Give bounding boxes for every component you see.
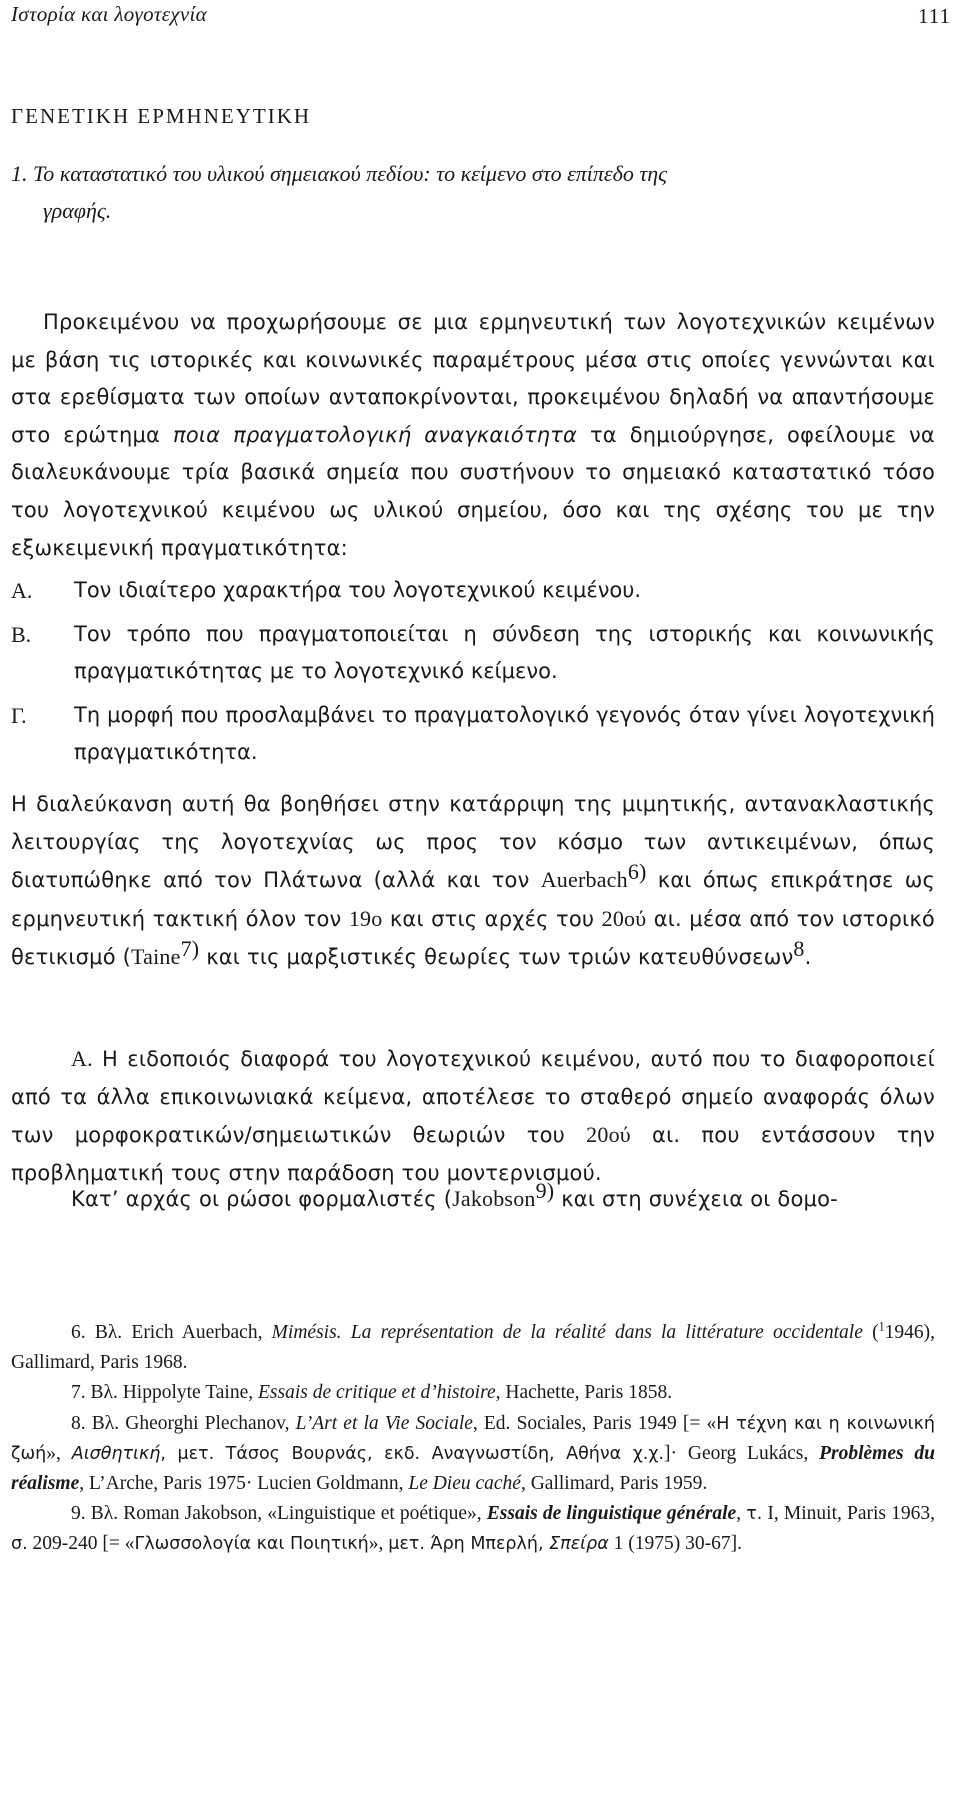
footnote-text: Βλ. Erich Auerbach,	[85, 1322, 272, 1343]
century-20: 20ού	[586, 1122, 631, 1148]
footnote-text: , L’Arche, Paris 1975· Lucien Goldmann,	[79, 1473, 409, 1495]
paragraph-3-marker: Α.	[71, 1046, 93, 1071]
footnote-text: I, Minuit, Paris 1963,	[762, 1503, 935, 1525]
paragraph-1-text-b: τα δημιούργησε, οφείλουμε να διαλευκάνουμε τρία βασικά σημεία που συστήνουν το σημειακό καταστατικό τόσο του λογοτεχνικού κειμένου ως υλικού σημείου, όσο και της σχέσης του με την εξωκειμενική πραγματικότητα:	[11, 422, 935, 560]
footnote-text: (	[862, 1322, 879, 1343]
list-item-marker: Α.	[11, 578, 33, 603]
footnote-title: Essais de linguistique générale	[486, 1503, 737, 1525]
paragraph-4-text-a: Κατ’ αρχάς οι ρώσοι φορμαλιστές (	[71, 1187, 453, 1211]
footnote-text: Βλ. Hippolyte Taine,	[85, 1382, 259, 1404]
footnotes	[11, 1318, 935, 1560]
paragraph-3-text-a: Η ειδοποιός διαφορά του λογοτεχνικού κειμένου, αυτό που το διαφοροποιεί από τα άλλα επικοινωνιακά κείμενα, αποτέλεσε το σταθερό σημείο αναφοράς όλων των μορφοκρατικών/σημειωτικών θεωριών του	[11, 1047, 935, 1148]
list-item	[11, 616, 935, 691]
paragraph-3-text-b: αι. που εντάσσουν την προβληματική τους στην παράδοση του μοντερνισμού.	[11, 1123, 935, 1185]
footnote-number: 8.	[71, 1412, 86, 1434]
running-head-title: Ιστορία και λογοτεχνία	[11, 2, 207, 26]
footnote-ref-6[interactable]: 6)	[627, 859, 647, 885]
paragraph-2-text-d: αι. μέσα από τον ιστορικό θετικισμό (	[11, 906, 935, 970]
list-item	[11, 572, 935, 610]
footnote-title: Essais de critique et d’histoire	[258, 1382, 496, 1404]
footnote	[11, 1318, 935, 1378]
footnote-greek-text: σ.	[11, 1534, 28, 1555]
footnote-ref-9[interactable]: 9)	[535, 1178, 555, 1203]
paragraph-1-text-a: Προκειμένου να προχωρήσουμε σε μια ερμηνευτική των λογοτεχνικών κειμένων με βάση τις ιστορικές και κοινωνικές παραμέτρους μέσα στις οποίες γεννώνται και στα ερεθίσματα των οποίων ανταποκρίνονται, προκειμένου δηλαδή να απαντήσουμε στο ερώτημα	[11, 310, 935, 447]
enumerated-list	[11, 572, 935, 778]
paragraph-2	[11, 786, 935, 977]
footnote-title: Problèmes du réalisme	[11, 1442, 935, 1495]
paragraph-4	[11, 1180, 935, 1219]
footnote-number: 7.	[71, 1382, 86, 1404]
footnote-greek-text: , μετ. Τάσος Βουρνάς, εκδ. Αναγνωστίδη, Αθήνα χ.χ.	[160, 1443, 665, 1464]
list-item-text: Τον ιδιαίτερο χαρακτήρα του λογοτεχνικού κειμένου.	[74, 578, 642, 602]
paragraph-2-text-b: και όπως επικράτησε ως ερμηνευτική τακτική όλον τον	[11, 868, 936, 931]
footnote-greek-text: Γλωσσολογία και Ποιητική	[134, 1534, 369, 1555]
paragraph-2-text-e: και τις μαρξιστικές θεωρίες των τριών κατευθύνσεων	[199, 945, 794, 970]
list-item-marker: Β.	[11, 621, 32, 647]
paragraph-1-italic: ποια πραγματολογική αναγκαιότητα	[172, 422, 578, 447]
subsection-heading	[11, 155, 933, 229]
running-head	[11, 2, 951, 36]
paragraph-2-text-f: .	[804, 945, 812, 970]
footnote-text: »,	[46, 1442, 72, 1464]
footnote-greek-title: Σπείρα	[549, 1534, 609, 1555]
century-19: 19ο	[348, 905, 383, 931]
paragraph-2-text-a: Η διαλεύκανση αυτή θα βοηθήσει στην κατάρριψη της μιμητικής, αντανακλαστικής λειτουργίας της λογοτεχνίας ως προς τον κόσμο των αντικειμένων, όπως διατυπώθηκε από τον Πλάτωνα (αλλά και τον	[11, 792, 935, 893]
footnote	[11, 1499, 935, 1559]
footnote-text: , Gallimard, Paris 1959.	[520, 1473, 708, 1495]
footnote-text: Βλ. Roman Jakobson, «Linguistique et poétique»,	[85, 1503, 487, 1525]
footnote-title: Le Dieu caché	[408, 1473, 521, 1495]
list-item-text: Τη μορφή που προσλαμβάνει το πραγματολογικό γεγονός όταν γίνει λογοτεχνική πραγματικότητα.	[74, 702, 935, 765]
paragraph-4-text-b: και στη συνέχεια οι δομο-	[554, 1187, 838, 1211]
subsection-number: 1.	[11, 161, 28, 186]
footnote-greek-title: Αισθητική	[71, 1443, 161, 1464]
list-item	[11, 697, 935, 772]
footnote	[11, 1409, 935, 1500]
footnote-text: , Ed. Sociales, Paris 1949 [= «	[472, 1412, 717, 1434]
footnote-number: 9.	[71, 1503, 86, 1525]
footnote-title: Mimésis. La représentation de la réalité dans la littérature occidentale	[271, 1322, 863, 1343]
footnote-text: »,	[368, 1533, 389, 1555]
page-number: 111	[918, 4, 951, 28]
list-item-marker: Γ.	[11, 702, 27, 728]
footnote-greek-text: τ.	[746, 1504, 763, 1525]
paragraph-2-text-c: και στις αρχές του	[382, 906, 602, 931]
paragraph-1	[11, 304, 935, 567]
subsection-title: Το καταστατικό του υλικού σημειακού πεδίου: το κείμενο στο επίπεδο της	[33, 161, 668, 186]
footnote-text: 1946), Gallimard, Paris 1968.	[11, 1322, 935, 1374]
footnote-ref-8[interactable]: 8	[793, 936, 805, 962]
footnote-greek-text: μετ. Άρη Μπερλή,	[388, 1534, 550, 1555]
list-item-text: Τον τρόπο που πραγματοποιείται η σύνδεση της ιστορικής και κοινωνικής πραγματικότητας με το λογοτεχνικό κείμενο.	[74, 621, 935, 684]
auerbach-name: Auerbach	[540, 867, 628, 893]
footnote-text: , Hachette, Paris 1858.	[495, 1382, 673, 1404]
footnote-text: 209-240 [= «	[27, 1533, 135, 1555]
footnote-edition-sup: 1	[878, 1319, 885, 1334]
footnote-number: 6.	[71, 1322, 86, 1343]
subsection-title-cont: γραφής.	[43, 198, 112, 223]
paragraph-3	[11, 1040, 935, 1192]
jakobson-name: Jakobson	[452, 1186, 536, 1211]
footnote-text: ,	[736, 1503, 747, 1525]
footnote	[11, 1378, 935, 1408]
footnote-text: ]· Georg Lukács,	[664, 1442, 820, 1464]
footnote-text: 1 (1975) 30-67].	[608, 1533, 742, 1555]
footnote-greek-text: Η τέχνη και η κοινωνική ζωή	[11, 1413, 935, 1464]
taine-name: Taine	[131, 944, 181, 970]
section-heading: ΓΕΝΕΤΙΚΗ ΕΡΜΗΝΕΥΤΙΚΗ	[11, 104, 312, 128]
footnote-ref-7[interactable]: 7)	[180, 936, 200, 962]
century-20: 20ού	[601, 905, 647, 931]
footnote-title: L’Art et la Vie Sociale	[295, 1412, 473, 1434]
footnote-text: Βλ. Gheorghi Plechanov,	[85, 1412, 296, 1434]
